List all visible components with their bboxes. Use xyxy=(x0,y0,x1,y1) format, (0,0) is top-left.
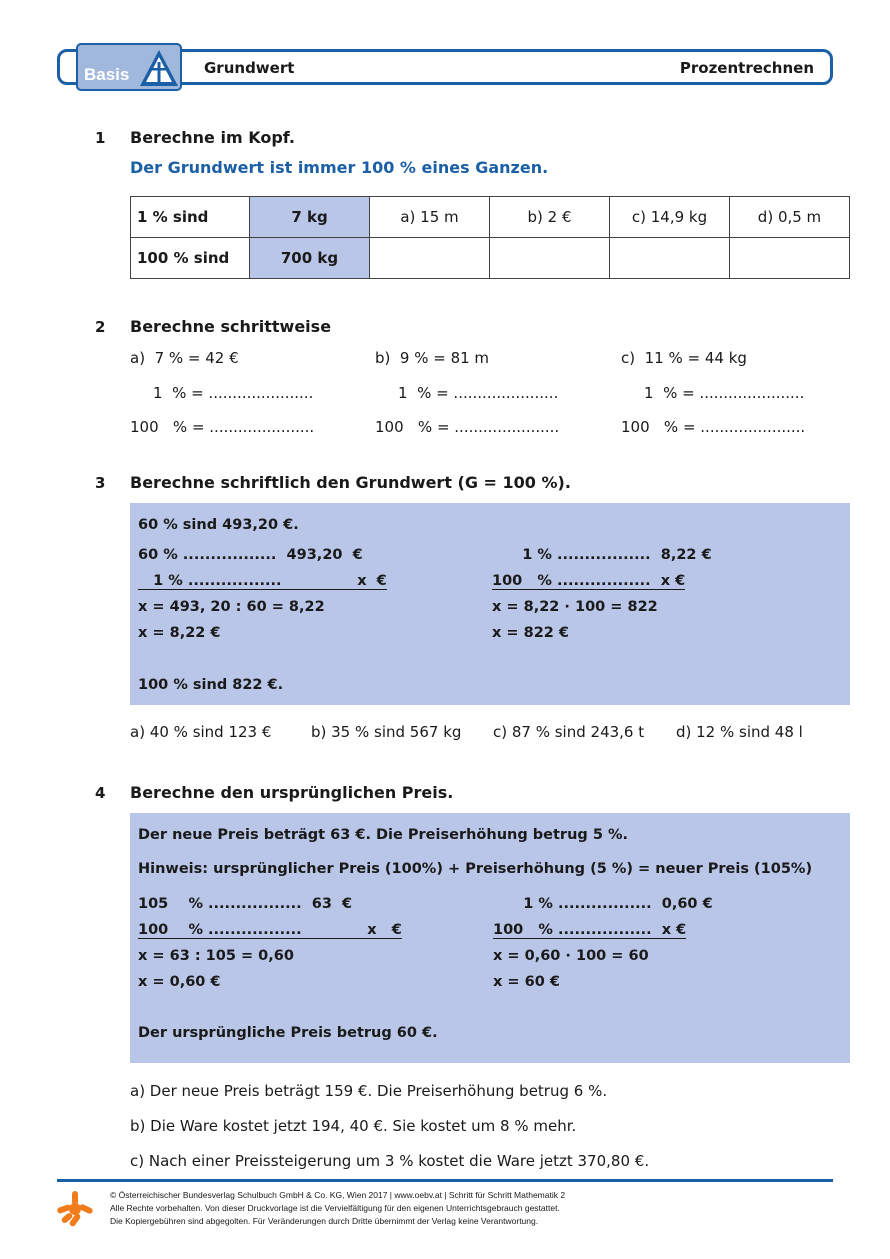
exercise-item: b) 35 % sind 567 kg xyxy=(311,723,462,741)
task-heading: Berechne schriftlich den Grundwert (G = 100 %). xyxy=(130,473,571,492)
table-cell: 700 kg xyxy=(250,238,370,279)
table-cell: 7 kg xyxy=(250,197,370,238)
logo-text: Basis xyxy=(84,65,130,84)
task-heading: Berechne den ursprünglichen Preis. xyxy=(130,783,454,802)
example-line: x = 493, 20 : 60 = 8,22 xyxy=(138,599,325,615)
triangle-icon xyxy=(138,48,180,88)
example-line: x = 8,22 · 100 = 822 xyxy=(492,599,658,615)
example-line: 100 % ................. x € xyxy=(493,922,687,938)
task-note: Der Grundwert ist immer 100 % eines Ganzen. xyxy=(130,158,549,177)
example-result: 100 % sind 822 €. xyxy=(138,677,284,693)
basis-logo xyxy=(76,43,182,91)
answer-cell[interactable] xyxy=(610,238,730,279)
header-topic: Grundwert xyxy=(204,59,295,77)
example-line: x = 60 € xyxy=(493,974,560,990)
example-hint: Hinweis: ursprünglicher Preis (100%) + Preiserhöhung (5 %) = neuer Preis (105%) xyxy=(138,861,813,877)
answer-line[interactable]: 100 % = ...................... xyxy=(130,418,315,436)
example-line: x = 8,22 € xyxy=(138,625,221,641)
example-line: 1 % ................. 0,60 € xyxy=(493,896,713,912)
footer-disclaimer: Die Kopiergebühren sind abgegolten. Für Veränderungen durch Dritte übernimmt der Verlag keine Verantwortung. xyxy=(110,1216,539,1226)
exercise-line: b) 9 % = 81 m xyxy=(375,349,490,367)
table-row xyxy=(131,238,850,279)
task-number: 2 xyxy=(95,318,106,336)
percent-table xyxy=(130,196,850,279)
answer-line[interactable]: 1 % = ...................... xyxy=(398,384,559,402)
exercise-item: c) 87 % sind 243,6 t xyxy=(493,723,645,741)
exercise-item: a) 40 % sind 123 € xyxy=(130,723,272,741)
exercise-item: b) Die Ware kostet jetzt 194, 40 €. Sie kostet um 8 % mehr. xyxy=(130,1117,577,1135)
answer-line[interactable]: 1 % = ...................... xyxy=(153,384,314,402)
answer-cell[interactable] xyxy=(370,238,490,279)
footer-divider xyxy=(57,1179,833,1182)
example-result: Der ursprüngliche Preis betrug 60 €. xyxy=(138,1025,438,1041)
answer-cell[interactable] xyxy=(490,238,610,279)
example-intro: 60 % sind 493,20 €. xyxy=(138,517,299,533)
exercise-line: c) 11 % = 44 kg xyxy=(621,349,747,367)
example-box xyxy=(130,813,850,1063)
publisher-logo-icon xyxy=(55,1190,95,1228)
table-cell: 1 % sind xyxy=(131,197,250,238)
task-heading: Berechne schrittweise xyxy=(130,317,332,336)
task-number: 1 xyxy=(95,129,106,147)
example-line: 60 % ................. 493,20 € xyxy=(138,547,363,563)
example-intro: Der neue Preis beträgt 63 €. Die Preiserhöhung betrug 5 %. xyxy=(138,827,628,843)
task-heading: Berechne im Kopf. xyxy=(130,128,295,147)
example-line: x = 0,60 € xyxy=(138,974,221,990)
exercise-item: d) 12 % sind 48 l xyxy=(676,723,803,741)
exercise-item: c) Nach einer Preissteigerung um 3 % kostet die Ware jetzt 370,80 €. xyxy=(130,1152,650,1170)
example-line: 105 % ................. 63 € xyxy=(138,896,353,912)
example-line: x = 822 € xyxy=(492,625,570,641)
table-cell: c) 14,9 kg xyxy=(610,197,730,238)
example-line: x = 63 : 105 = 0,60 xyxy=(138,948,294,964)
table-cell: d) 0,5 m xyxy=(730,197,850,238)
footer-copyright: © Österreichischer Bundesverlag Schulbuch GmbH & Co. KG, Wien 2017 | www.oebv.at | Schritt für Schritt Mathematik 2 xyxy=(110,1190,566,1200)
exercise-line: a) 7 % = 42 € xyxy=(130,349,239,367)
example-line: 1 % ................. 8,22 € xyxy=(492,547,712,563)
example-box xyxy=(130,503,850,705)
task-number: 4 xyxy=(95,784,106,802)
answer-line[interactable]: 100 % = ...................... xyxy=(621,418,806,436)
table-cell: a) 15 m xyxy=(370,197,490,238)
table-row xyxy=(131,197,850,238)
footer-rights: Alle Rechte vorbehalten. Von dieser Druckvorlage ist die Vervielfältigung für den eigenen Unterrichtsgebrauch gestattet. xyxy=(110,1203,560,1213)
example-line: 1 % ................. x € xyxy=(138,573,387,589)
answer-cell[interactable] xyxy=(730,238,850,279)
table-cell: 100 % sind xyxy=(131,238,250,279)
answer-line[interactable]: 1 % = ...................... xyxy=(644,384,805,402)
table-cell: b) 2 € xyxy=(490,197,610,238)
example-line: 100 % ................. x € xyxy=(492,573,686,589)
answer-line[interactable]: 100 % = ...................... xyxy=(375,418,560,436)
exercise-item: a) Der neue Preis beträgt 159 €. Die Preiserhöhung betrug 6 %. xyxy=(130,1082,608,1100)
header-chapter: Prozentrechnen xyxy=(679,59,814,77)
example-line: x = 0,60 · 100 = 60 xyxy=(493,948,649,964)
task-number: 3 xyxy=(95,474,106,492)
example-line: 100 % ................. x € xyxy=(138,922,402,938)
